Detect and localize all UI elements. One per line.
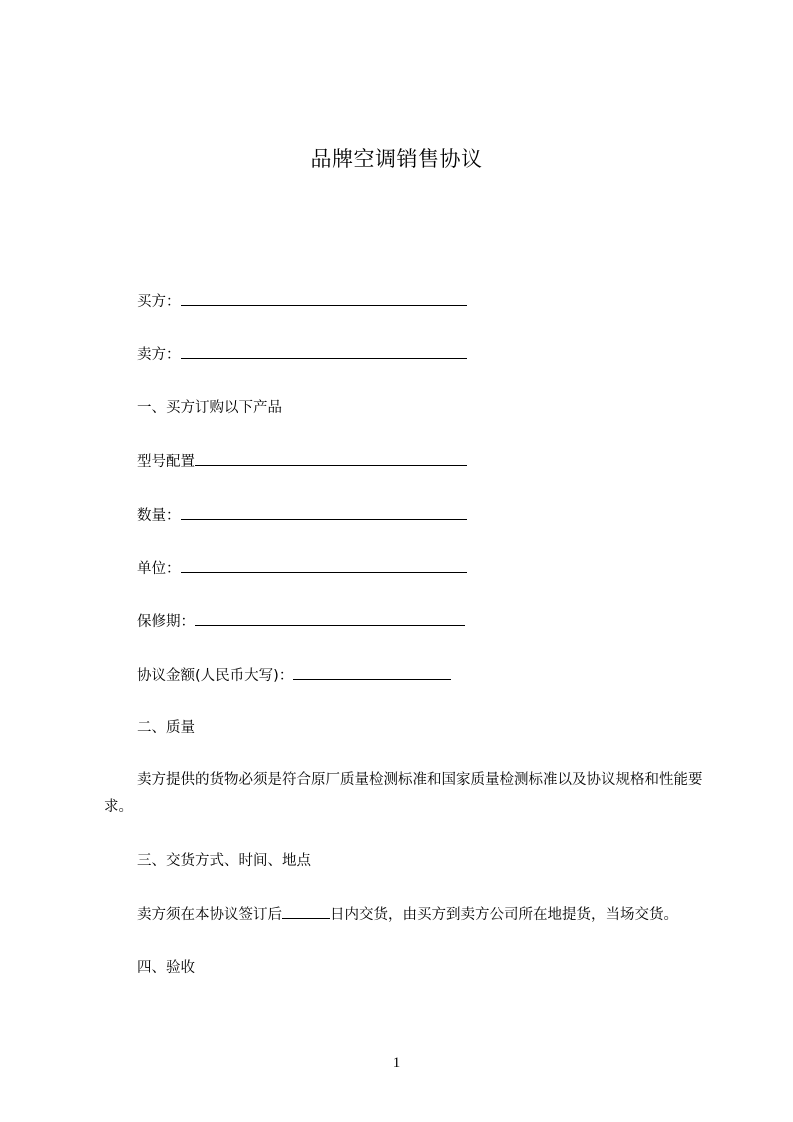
buyer-label: 买方：	[137, 294, 181, 310]
model-blank	[195, 451, 467, 466]
section-2-heading: 二、质量	[137, 720, 195, 736]
buyer-blank	[181, 291, 467, 306]
seller-blank	[181, 344, 467, 359]
delivery-days-blank	[282, 904, 330, 919]
seller-line	[137, 344, 467, 365]
model-label: 型号配置	[137, 454, 195, 470]
model-line	[137, 451, 467, 472]
quantity-line	[137, 505, 467, 526]
delivery-text-after: 日内交货，由买方到卖方公司所在地提货，当场交货。	[330, 907, 678, 923]
unit-line	[137, 558, 467, 579]
unit-blank	[181, 558, 467, 573]
amount-label: 协议金额(人民币大写)：	[137, 668, 294, 684]
page-number: 1	[392, 1055, 401, 1071]
quality-paragraph	[104, 767, 704, 821]
document-title: 品牌空调销售协议	[310, 147, 483, 171]
delivery-text-before: 卖方须在本协议签订后	[137, 907, 282, 923]
section-4-heading: 四、验收	[137, 960, 195, 976]
quality-text: 卖方提供的货物必须是符合原厂质量检测标准和国家质量检测标准以及协议规格和性能要求。	[104, 772, 703, 815]
section-1-heading: 一、买方订购以下产品	[137, 400, 282, 416]
warranty-blank	[195, 611, 465, 626]
seller-label: 卖方：	[137, 347, 181, 363]
quantity-blank	[181, 505, 467, 520]
warranty-label: 保修期：	[137, 614, 195, 630]
section-3-heading: 三、交货方式、时间、地点	[137, 853, 311, 869]
amount-blank	[293, 665, 451, 680]
delivery-line	[137, 904, 678, 925]
warranty-line	[137, 611, 465, 632]
quantity-label: 数量：	[137, 508, 181, 524]
amount-line	[137, 665, 451, 686]
unit-label: 单位：	[137, 561, 181, 577]
buyer-line	[137, 291, 467, 312]
